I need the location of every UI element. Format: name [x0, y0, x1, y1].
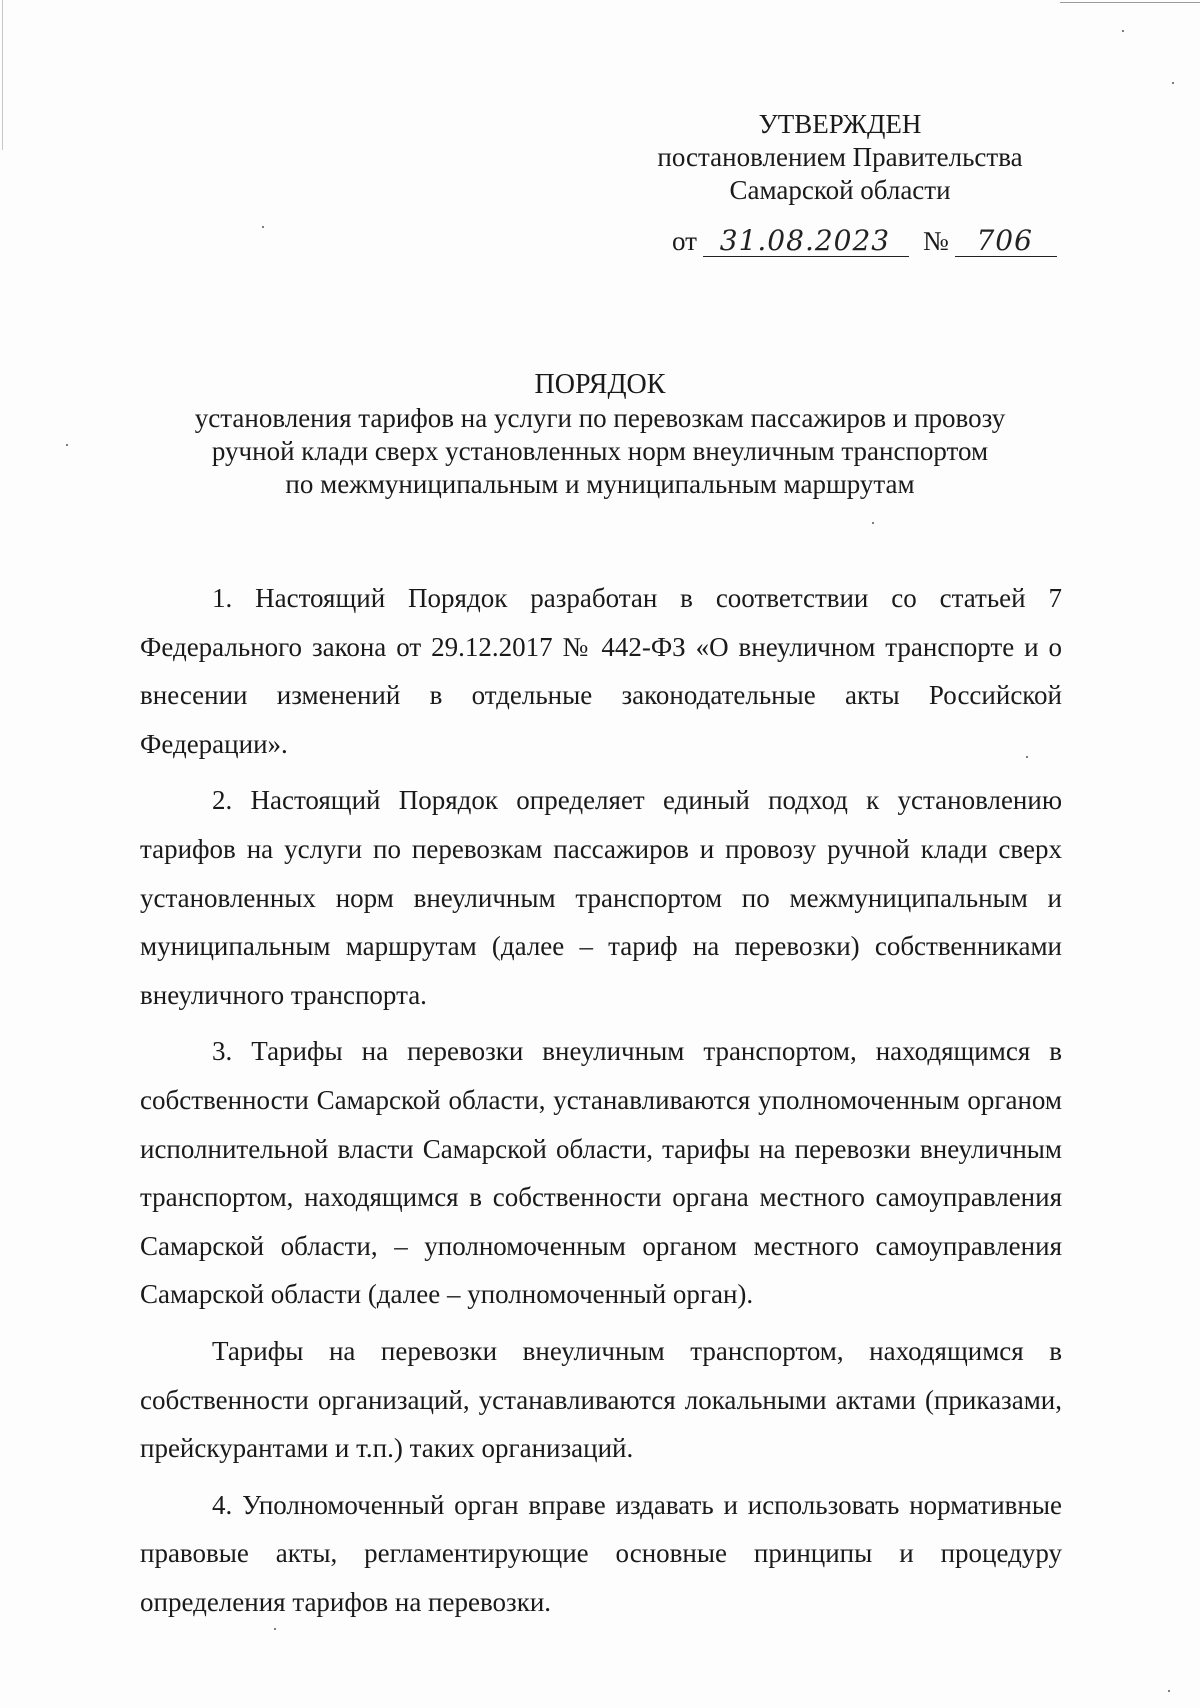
document-body: [140, 574, 1062, 1634]
document-title: [120, 368, 1080, 501]
scan-edge-left: [2, 0, 3, 150]
approval-heading: УТВЕРЖДЕН: [758, 109, 922, 139]
scan-speck: [1172, 82, 1174, 84]
scan-speck: [872, 522, 874, 524]
paragraph-4: 4. Уполномоченный орган вправе издавать и использовать нормативные правовые акты, регламентирующие основные принципы и процедуру определения тарифов на перевозки.: [140, 1489, 1062, 1617]
number-sign: №: [922, 226, 949, 256]
approval-date-line: [672, 226, 1057, 257]
paragraph-3-continued: Тарифы на перевозки внеуличным транспортом, находящимся в собственности организаций, устанавливаются локальными актами (приказами, прейскурантами и т.п.) таких организаций.: [140, 1335, 1062, 1464]
handwritten-date: 31.08.2023: [703, 226, 909, 257]
approval-block: [640, 108, 1040, 207]
scan-edge-top: [1060, 2, 1200, 3]
date-prefix: от: [672, 226, 697, 256]
scan-speck: [1122, 30, 1124, 32]
scan-speck: [1168, 1690, 1170, 1692]
title-main: ПОРЯДОК: [534, 369, 666, 400]
approval-line-1: постановлением Правительства: [657, 142, 1023, 172]
approval-line-2: Самарской области: [729, 175, 951, 205]
scan-speck: [66, 444, 68, 446]
scan-speck: [262, 226, 264, 228]
title-subtitle-line: по межмуниципальным и муниципальным маршрутам: [285, 469, 915, 499]
paragraph-1: 1. Настоящий Порядок разработан в соответствии со статьей 7 Федерального закона от 29.12.2017 № 442-ФЗ «О внеуличном транспорте и о внесении изменений в отдельные законодательные акты Российской Федерации».: [140, 583, 1062, 759]
paragraph-2: 2. Настоящий Порядок определяет единый подход к установлению тарифов на услуги по перевозкам пассажиров и провозу ручной клади сверх установленных норм внеуличным транспортом по межмуниципальным и муниципальным маршрутам (далее – тариф на перевозки) собственниками внеуличного транспорта.: [140, 785, 1062, 1010]
paragraph-3: 3. Тарифы на перевозки внеуличным транспортом, находящимся в собственности Самарской области, устанавливаются уполномоченным органом исполнительной власти Самарской области, тарифы на перевозки внеуличным транспортом, находящимся в собственности органа местного самоуправления Самарской области, – уполномоченным органом местного самоуправления Самарской области (далее – уполномоченный орган).: [140, 1036, 1062, 1310]
title-subtitle-line: установления тарифов на услуги по перевозкам пассажиров и провозу: [194, 403, 1006, 433]
title-subtitle-line: ручной клади сверх установленных норм внеуличным транспортом: [211, 436, 989, 466]
handwritten-number: 706: [955, 226, 1057, 257]
